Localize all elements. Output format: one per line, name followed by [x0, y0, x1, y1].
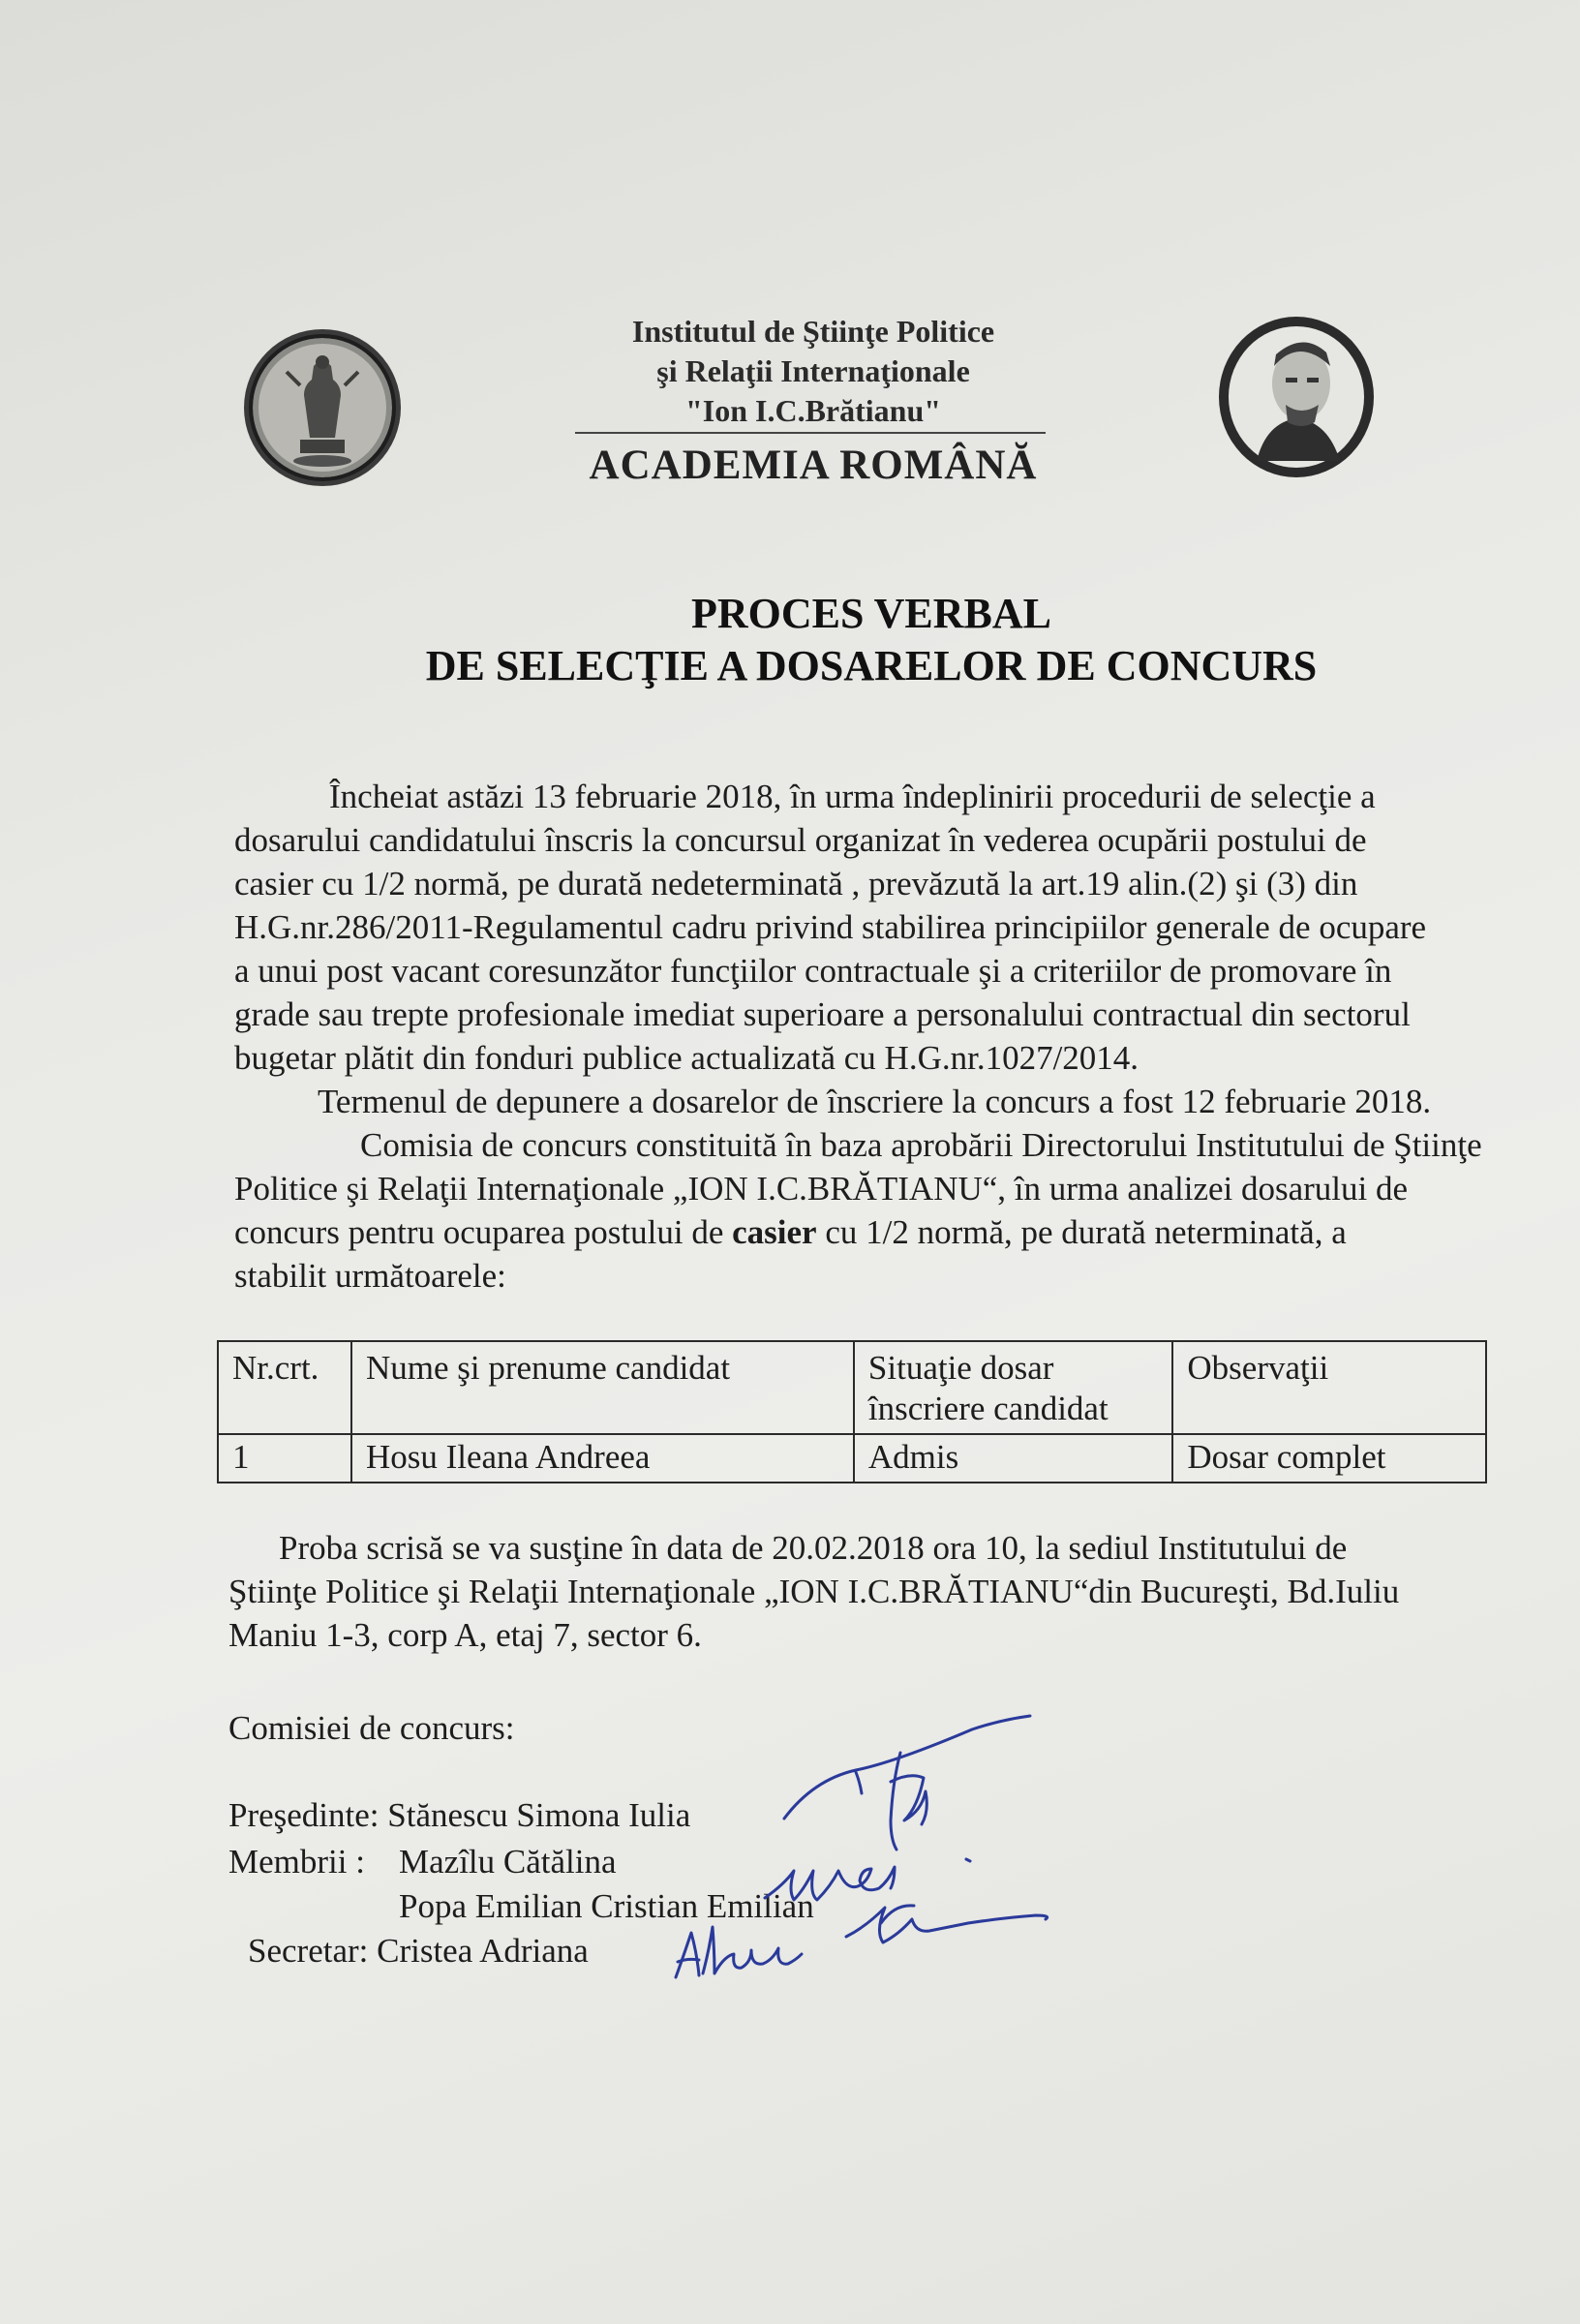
header-nr-crt: Nr.crt. [218, 1341, 351, 1434]
commission-heading: Comisiei de concurs: [228, 1709, 515, 1747]
document-title: PROCES VERBAL [690, 590, 1052, 637]
paragraph-1-line-2: dosarului candidatului înscris la concursul organizat în vederea ocupării postului de [234, 821, 1367, 859]
cell-observations: Dosar complet [1172, 1434, 1486, 1483]
exam-line-3: Maniu 1-3, corp A, etaj 7, sector 6. [228, 1616, 702, 1654]
header-divider [575, 432, 1046, 434]
paragraph-3-line-3 [234, 1210, 1347, 1254]
paragraph-3-line-1: Comisia de concurs constituită în baza aprobării Directorului Institutului de Ştiinţe [360, 1126, 1482, 1164]
paragraph-3-line-4: stabilit următoarele: [234, 1257, 506, 1295]
commission-member-1: Mazîlu Cătălina [399, 1843, 617, 1881]
paragraph-1-line-3: casier cu 1/2 normă, pe durată nedeterminată , prevăzută la art.19 alin.(2) şi (3) din [234, 865, 1358, 902]
commission-president: Preşedinte: Stănescu Simona Iulia [228, 1796, 691, 1834]
table-row [218, 1434, 1486, 1483]
paragraph-3-line-3-post: cu 1/2 normă, pe durată neterminată, a [816, 1213, 1347, 1251]
paragraph-1-line-5: a unui post vacant coresunzător funcţiilor contractuale şi a criteriilor de promovare în [234, 952, 1392, 990]
paragraph-2: Termenul de depunere a dosarelor de înscriere la concurs a fost 12 februarie 2018. [318, 1083, 1432, 1120]
cell-candidate-name: Hosu Ileana Andreea [351, 1434, 854, 1483]
bratianu-portrait-icon [1218, 316, 1375, 478]
paragraph-1-line-4: H.G.nr.286/2011-Regulamentul cadru privind stabilirea principiilor generale de ocupare [234, 908, 1427, 946]
header-observations: Observaţii [1172, 1341, 1486, 1434]
secretary-signature [668, 1917, 813, 1995]
header-file-status: Situaţie dosar înscriere candidat [854, 1341, 1172, 1434]
document-subtitle: DE SELECŢIE A DOSARELOR DE CONCURS [425, 642, 1318, 689]
institute-line-2: şi Relaţii Internaţionale [656, 353, 970, 388]
paragraph-1-line-7: bugetar plătit din fonduri publice actualizată cu H.G.nr.1027/2014. [234, 1039, 1139, 1077]
academy-name: ACADEMIA ROMÂNĂ [589, 443, 1038, 488]
candidates-table [217, 1340, 1487, 1483]
cell-nr-crt: 1 [218, 1434, 351, 1483]
commission-member-2: Popa Emilian Cristian Emilian [399, 1887, 814, 1925]
paragraph-3-line-3-pre: concurs pentru ocuparea postului de [234, 1213, 733, 1251]
paragraph-1-line-6: grade sau trepte profesionale imediat superioare a personalului contractual din sectorul [234, 995, 1411, 1033]
table-header-row [218, 1341, 1486, 1434]
academy-seal-icon [242, 327, 403, 488]
institute-line-1: Institutul de Ştiinţe Politice [631, 314, 995, 349]
exam-line-2: Ştiinţe Politice şi Relaţii Internaţionale „ION I.C.BRĂTIANU“din Bucureşti, Bd.Iuliu [228, 1573, 1400, 1610]
paragraph-1-line-1: Încheiat astăzi 13 februarie 2018, în urma îndeplinirii procedurii de selecţie a [329, 778, 1376, 815]
institute-line-3: "Ion I.C.Brătianu" [684, 393, 942, 428]
exam-line-1: Proba scrisă se va susţine în data de 20.02.2018 ora 10, la sediul Institutului de [279, 1529, 1348, 1567]
commission-secretary: Secretar: Cristea Adriana [248, 1932, 589, 1970]
job-title-casier: casier [732, 1213, 817, 1251]
institute-name [562, 312, 1065, 431]
header-candidate-name: Nume şi prenume candidat [351, 1341, 854, 1434]
cell-file-status: Admis [854, 1434, 1172, 1483]
commission-members-label: Membrii : [228, 1843, 365, 1881]
paragraph-3-line-2: Politice şi Relaţii Internaţionale „ION I.C.BRĂTIANU“, în urma analizei dosarului de [234, 1170, 1409, 1208]
